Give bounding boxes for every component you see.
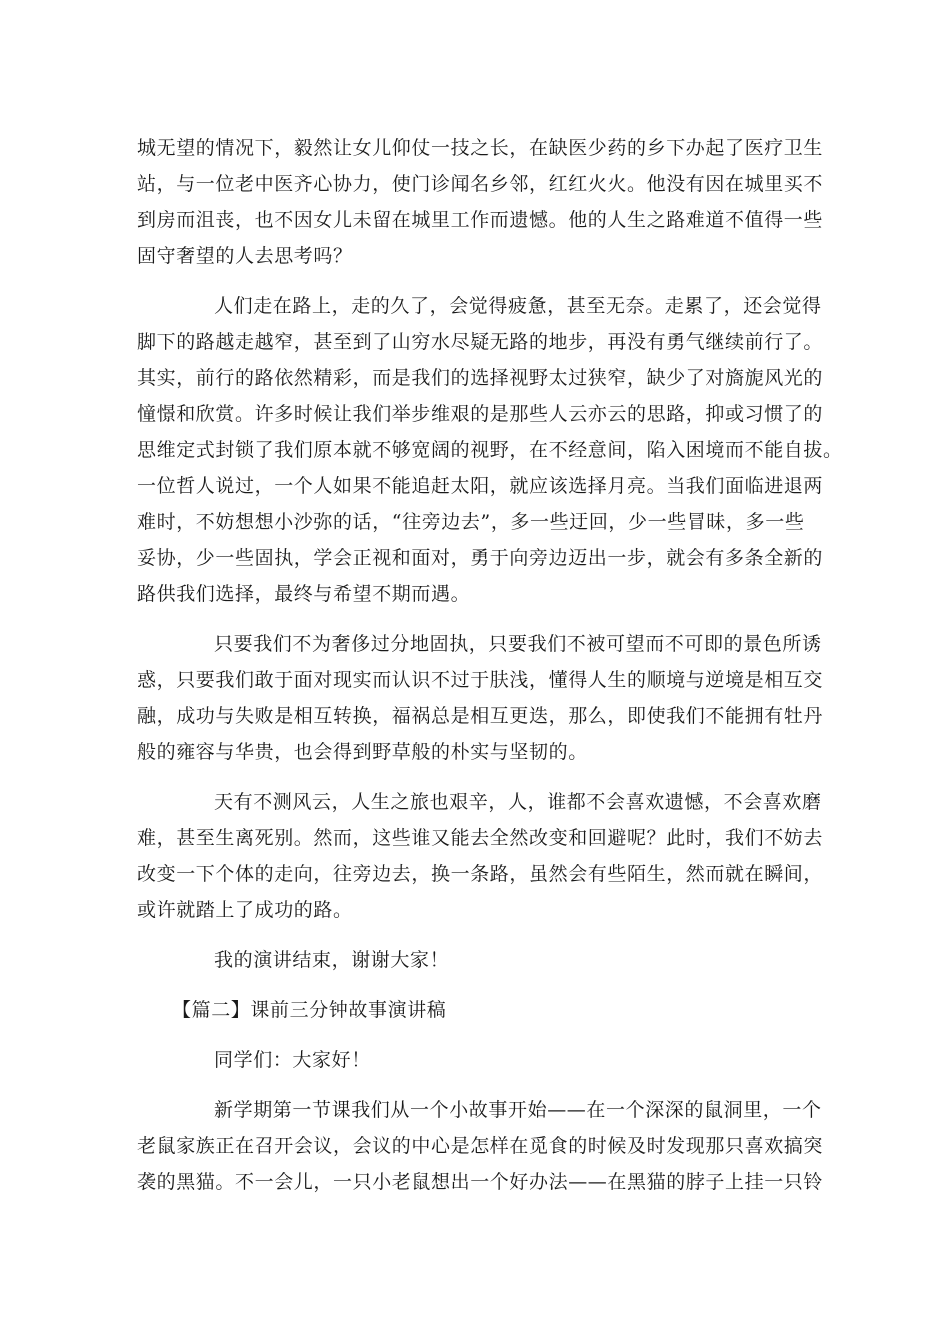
- text-line: 老鼠家族正在召开会议，会议的中心是怎样在觅食的时候及时发现那只喜欢搞突: [137, 1135, 824, 1157]
- text-line: 融，成功与失败是相互转换，福祸总是相互更迭，那么，即使我们不能拥有牡丹: [137, 705, 824, 727]
- text-line: 新学期第一节课我们从一个小故事开始——在一个深深的鼠洞里，一个: [214, 1099, 822, 1121]
- text-line: 惑，只要我们敢于面对现实而认识不过于肤浅，懂得人生的顺境与逆境是相互交: [137, 669, 824, 691]
- text-line: 城无望的情况下，毅然让女儿仰仗一技之长，在缺医少药的乡下办起了医疗卫生: [137, 137, 824, 159]
- text-line: 或许就踏上了成功的路。: [137, 899, 353, 921]
- text-line: 到房而沮丧，也不因女儿未留在城里工作而遗憾。他的人生之路难道不值得一些: [137, 209, 824, 231]
- greeting-line: 同学们：大家好！: [214, 1049, 371, 1071]
- text-line: 人们走在路上，走的久了，会觉得疲惫，甚至无奈。走累了，还会觉得: [214, 295, 822, 317]
- text-line: 改变一下个体的走向，往旁边去，换一条路，虽然会有些陌生，然而就在瞬间，: [137, 863, 824, 885]
- text-line: 难时，不妨想想小沙弥的话，“往旁边去”，多一些迂回，少一些冒昧，多一些: [137, 511, 805, 533]
- text-line: 妥协，少一些固执，学会正视和面对，勇于向旁边迈出一步，就会有多条全新的: [137, 547, 824, 569]
- closing-line: 我的演讲结束，谢谢大家！: [214, 949, 450, 971]
- text-line: 难，甚至生离死别。然而，这些谁又能去全然改变和回避呢？此时，我们不妨去: [137, 827, 824, 849]
- text-line: 只要我们不为奢侈过分地固执，只要我们不被可望而不可即的景色所诱: [214, 633, 822, 655]
- text-line: 其实，前行的路依然精彩，而是我们的选择视野太过狭窄，缺少了对旖旎风光的: [137, 367, 824, 389]
- text-line: 固守奢望的人去思考吗？: [137, 245, 353, 267]
- text-line: 一位哲人说过，一个人如果不能追赶太阳，就应该选择月亮。当我们面临进退两: [137, 475, 824, 497]
- text-line: 袭的黑猫。不一会儿，一只小老鼠想出一个好办法——在黑猫的脖子上挂一只铃: [137, 1171, 824, 1193]
- text-line: 路供我们选择，最终与希望不期而遇。: [137, 583, 471, 605]
- text-line: 站，与一位老中医齐心协力，使门诊闻名乡邻，红红火火。他没有因在城里买不: [137, 173, 824, 195]
- text-line: 憧憬和欣赏。许多时候让我们举步维艰的是那些人云亦云的思路，抑或习惯了的: [137, 403, 824, 425]
- text-line: 天有不测风云，人生之旅也艰辛，人，谁都不会喜欢遗憾，不会喜欢磨: [214, 791, 822, 813]
- section-heading: 【篇二】课前三分钟故事演讲稿: [172, 999, 447, 1021]
- text-line: 思维定式封锁了我们原本就不够宽阔的视野，在不经意间，陷入困境而不能自拔。: [137, 439, 843, 461]
- text-line: 般的雍容与华贵，也会得到野草般的朴实与坚韧的。: [137, 741, 588, 763]
- text-line: 脚下的路越走越窄，甚至到了山穷水尽疑无路的地步，再没有勇气继续前行了。: [137, 331, 824, 353]
